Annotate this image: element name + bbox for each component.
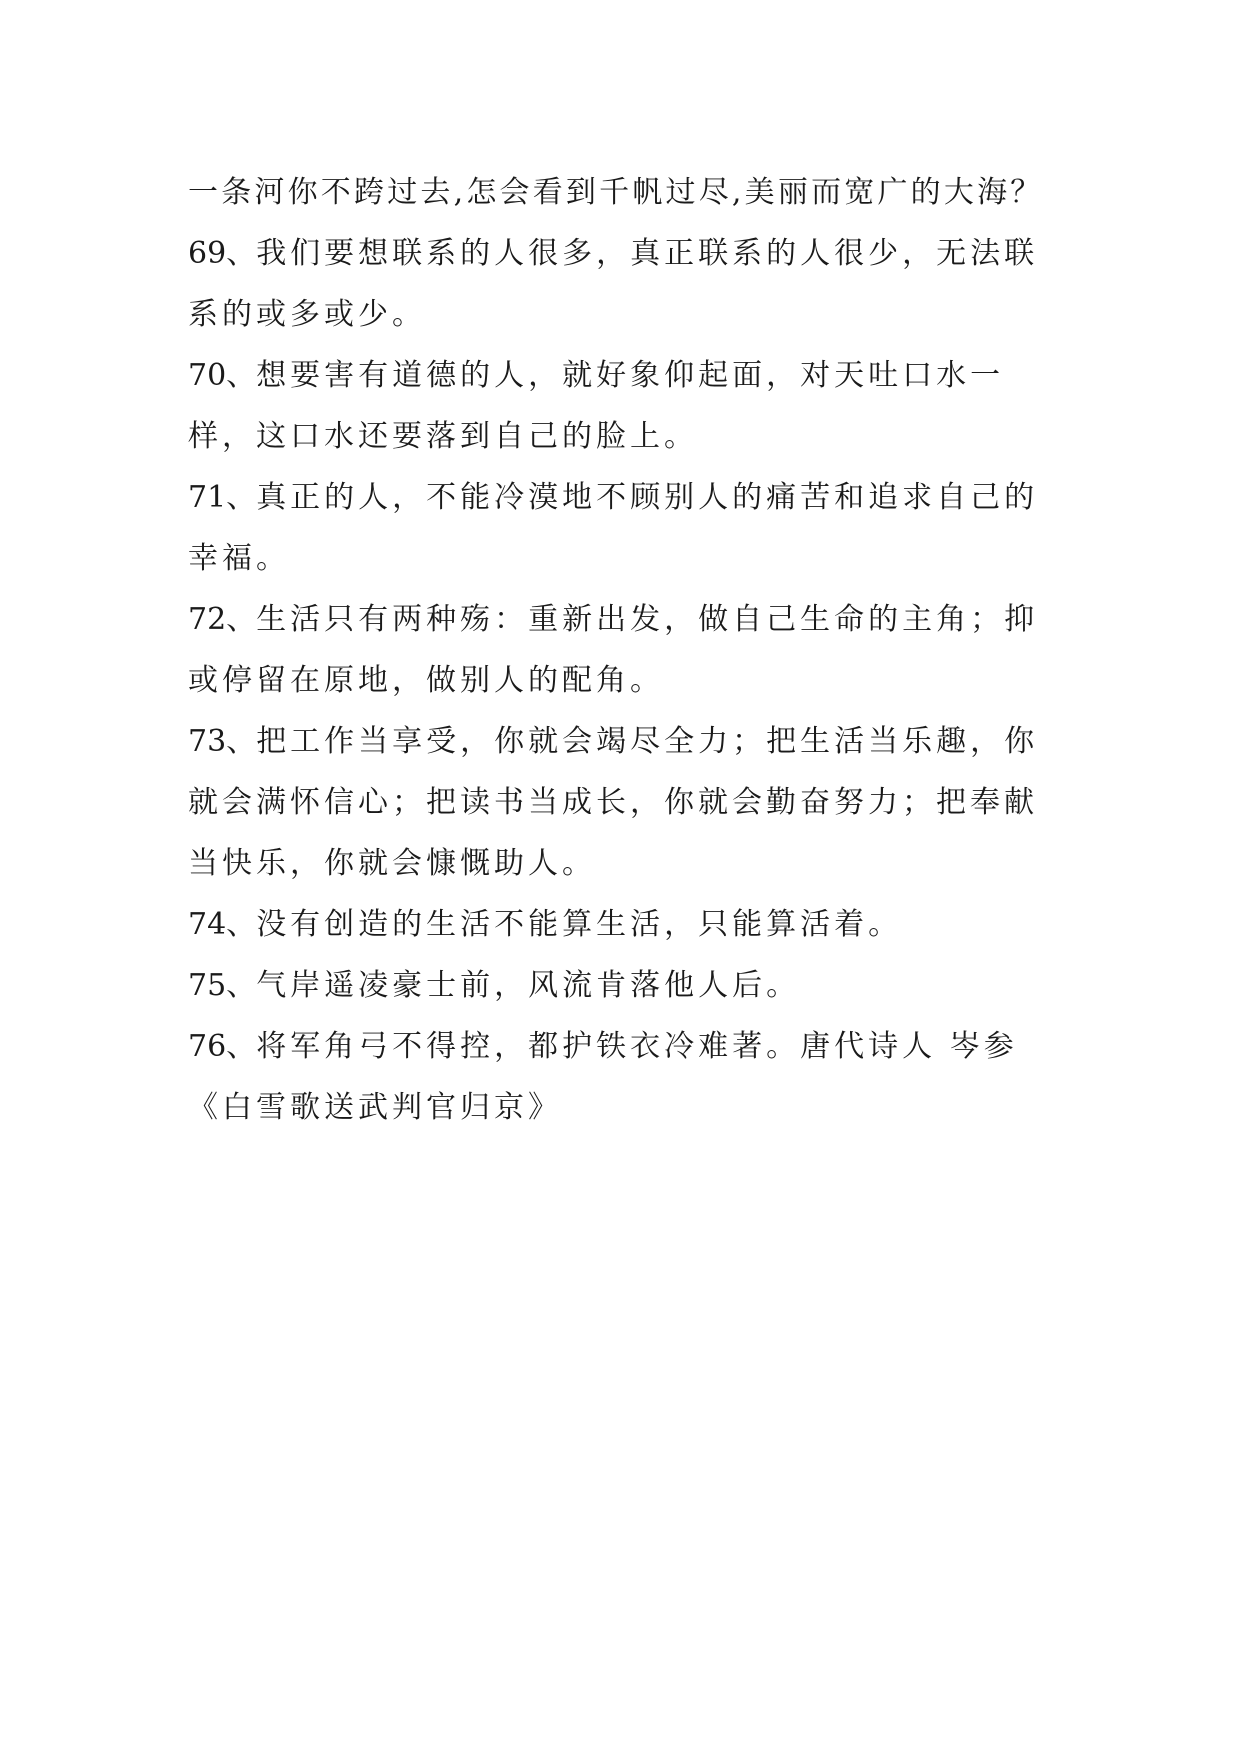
paragraph-number: 74、 bbox=[188, 907, 257, 942]
paragraph-69 bbox=[188, 223, 1068, 345]
paragraph-text: 真正的人，不能冷漠地不顾别人的痛苦和追求自己的幸福。 bbox=[188, 480, 1039, 576]
paragraph-text: 生活只有两种殇：重新出发，做自己生命的主角；抑或停留在原地，做别人的配角。 bbox=[188, 602, 1039, 698]
paragraph-71 bbox=[188, 467, 1068, 589]
paragraph-number: 76、 bbox=[188, 1029, 257, 1064]
paragraph-74 bbox=[188, 894, 1068, 955]
paragraph-number: 72、 bbox=[188, 602, 257, 637]
paragraph-text: 气岸遥凌豪士前，风流肯落他人后。 bbox=[256, 968, 801, 1003]
paragraph-text: 没有创造的生活不能算生活，只能算活着。 bbox=[256, 907, 903, 942]
paragraph-text: 我们要想联系的人很多，真正联系的人很少，无法联系的或多或少。 bbox=[188, 236, 1039, 332]
paragraph-72 bbox=[188, 589, 1068, 711]
paragraph-number: 70、 bbox=[188, 358, 257, 393]
paragraph-text: 将军角弓不得控，都护铁衣冷难著。唐代诗人 岑参《白雪歌送武判官归京》 bbox=[188, 1029, 1018, 1125]
paragraph-number: 69、 bbox=[188, 236, 257, 271]
paragraph-number: 75、 bbox=[188, 968, 257, 1003]
document-body bbox=[188, 162, 1068, 1138]
paragraph-75 bbox=[188, 955, 1068, 1016]
paragraph-text: 想要害有道德的人，就好象仰起面，对天吐口水一样，这口水还要落到自己的脸上。 bbox=[188, 358, 1005, 454]
paragraph-continuation bbox=[188, 162, 1068, 223]
paragraph-76 bbox=[188, 1016, 1068, 1138]
paragraph-text: 把工作当享受，你就会竭尽全力；把生活当乐趣，你就会满怀信心；把读书当成长，你就会勤奋努力；把奉献当快乐，你就会慷慨助人。 bbox=[188, 724, 1039, 881]
paragraph-number: 71、 bbox=[188, 480, 257, 515]
paragraph-73 bbox=[188, 711, 1068, 894]
paragraph-text: 一条河你不跨过去,怎会看到千帆过尽,美丽而宽广的大海？ bbox=[188, 175, 1044, 210]
paragraph-number: 73、 bbox=[188, 724, 257, 759]
paragraph-70 bbox=[188, 345, 1068, 467]
